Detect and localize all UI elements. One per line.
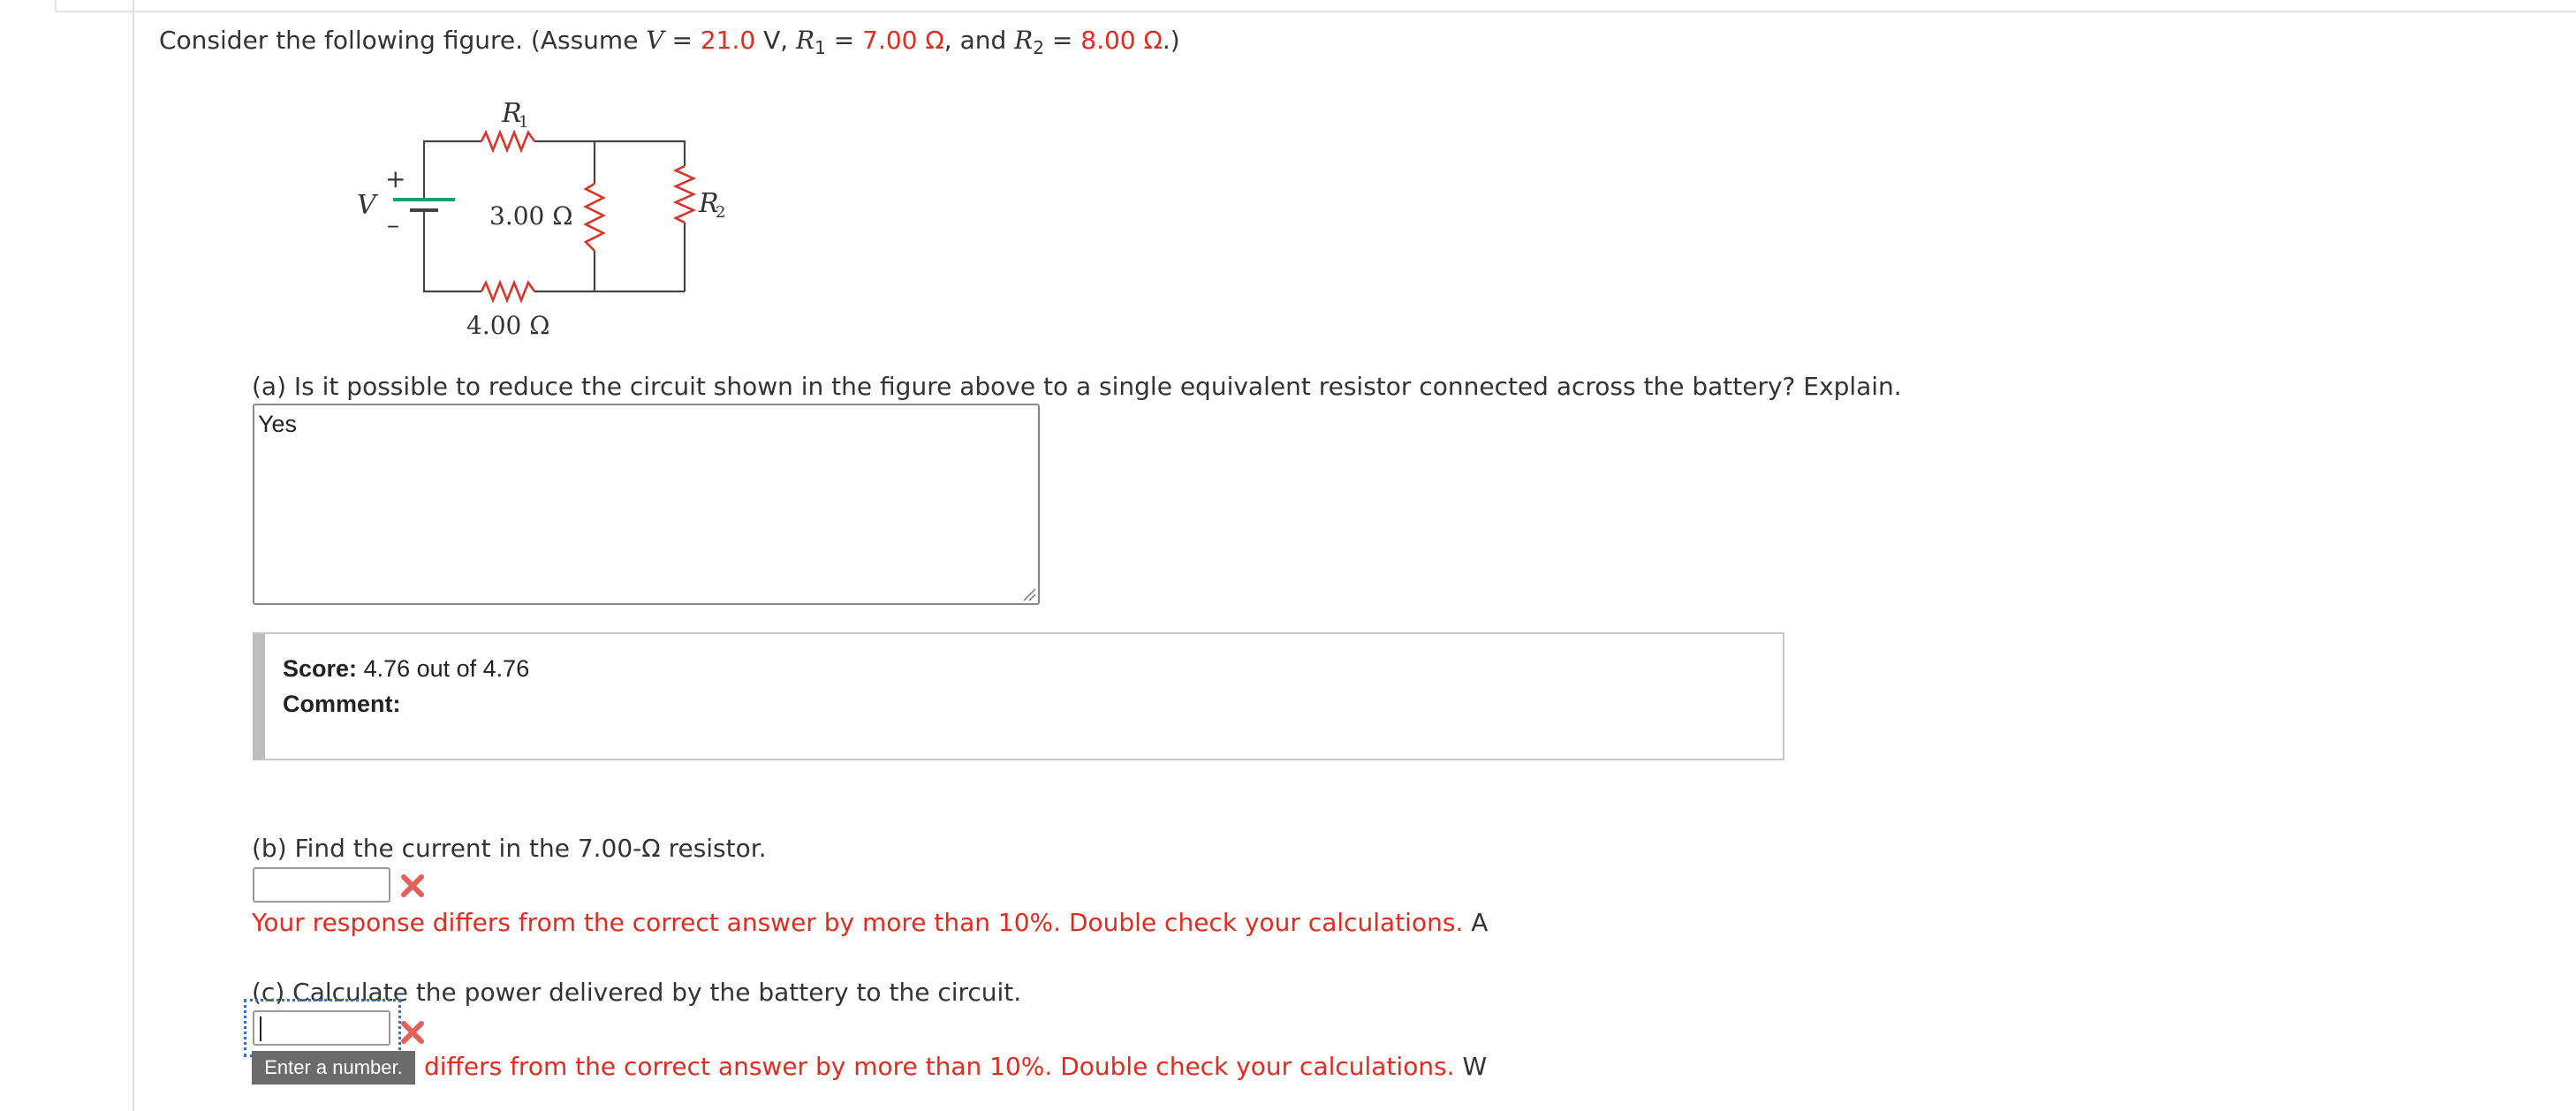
score-value: 4.76 out of 4.76	[363, 655, 530, 682]
part-a-question: (a) Is it possible to reduce the circuit shown in the figure above to a single equivalent resistor connected across the battery? Explain.	[252, 372, 1902, 401]
part-c-feedback	[424, 1051, 1487, 1083]
incorrect-x-icon	[399, 873, 426, 899]
intro-prefix: Consider the following figure. (Assume	[159, 26, 647, 55]
part-b-question: (b) Find the current in the 7.00-Ω resistor.	[252, 834, 767, 863]
v-value: 21.0	[700, 26, 756, 55]
r1-value: 7.00 Ω	[862, 26, 944, 55]
part-b-unit: A	[1471, 908, 1489, 937]
r2-subscript: 2	[1033, 37, 1044, 58]
part-c-question: (c) Calculate the power delivered by the battery to the circuit.	[252, 978, 1022, 1007]
r1-label-sub: 1	[519, 113, 529, 132]
r1-equals: =	[825, 26, 863, 55]
score-label: Score:	[283, 655, 358, 682]
resize-grip-icon[interactable]	[1022, 587, 1036, 601]
r2-label: R	[699, 188, 719, 219]
r1-resistor-symbol	[481, 132, 534, 150]
plus-sign: +	[385, 164, 406, 193]
v-symbol: V	[646, 26, 664, 55]
v-equals: =	[663, 26, 701, 55]
r1-label: R	[502, 98, 522, 129]
v-label: V	[357, 190, 376, 221]
question-intro	[159, 25, 1180, 57]
incorrect-x-icon	[399, 1019, 426, 1046]
mid-resistor-label: 3.00 Ω	[489, 201, 573, 231]
r2-equals: =	[1043, 26, 1081, 55]
r1-subscript: 1	[814, 37, 826, 58]
circuit-diagram	[345, 88, 751, 353]
text-caret	[260, 1017, 261, 1041]
part-b-feedback-text: Your response differs from the correct answer by more than 10%. Double check your calculations.	[252, 908, 1464, 937]
intro-and: , and	[943, 26, 1015, 55]
r2-symbol: R	[1014, 26, 1034, 55]
bottom-resistor-symbol	[481, 283, 534, 300]
wire-bottom-left	[424, 210, 481, 291]
wire-top-left	[424, 141, 481, 200]
r1-symbol: R	[796, 26, 815, 55]
input-tooltip: Enter a number.	[252, 1051, 415, 1085]
part-b-answer-input[interactable]	[253, 867, 390, 903]
score-panel	[253, 632, 1784, 760]
r2-resistor-symbol	[676, 166, 693, 223]
part-c-feedback-text: differs from the correct answer by more than 10%. Double check your calculations.	[424, 1052, 1455, 1081]
r2-value: 8.00 Ω	[1080, 26, 1163, 55]
part-a-answer-textarea[interactable]	[253, 404, 1040, 605]
comment-label: Comment:	[283, 691, 401, 717]
bottom-resistor-label: 4.00 Ω	[466, 311, 550, 340]
part-b-feedback	[252, 907, 1488, 939]
intro-suffix: .)	[1162, 26, 1180, 55]
wire-top-right	[534, 141, 685, 166]
part-c-unit: W	[1462, 1052, 1488, 1081]
part-c-answer-input[interactable]	[253, 1010, 390, 1046]
score-line	[283, 655, 529, 683]
mid-resistor-symbol	[586, 184, 603, 251]
r2-label-sub: 2	[716, 203, 726, 222]
minus-sign: –	[387, 210, 399, 239]
v-unit: V,	[755, 26, 797, 55]
part-a-answer-text: Yes	[258, 411, 298, 437]
